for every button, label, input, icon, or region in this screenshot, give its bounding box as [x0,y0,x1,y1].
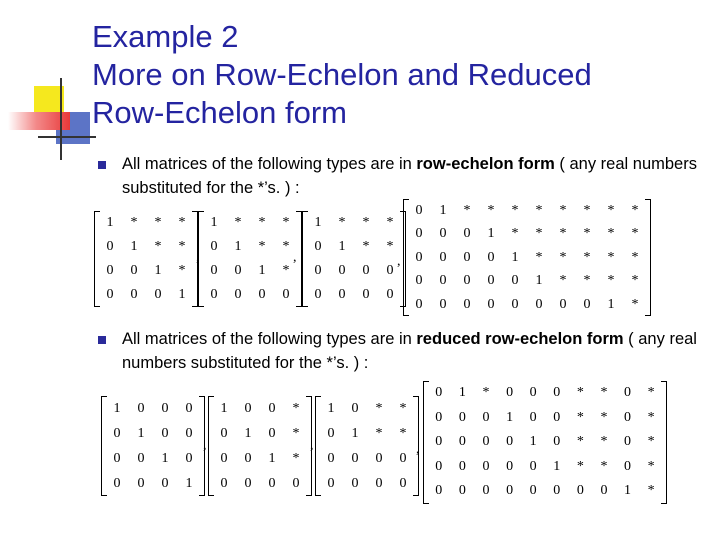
matrix-entry: 0 [559,296,567,312]
matrix-entry: 0 [161,426,169,441]
matrix-entry: 0 [362,263,370,278]
matrix-entry: 0 [506,483,514,499]
matrix-entry: * [600,434,608,450]
matrix-entry: 0 [154,287,162,302]
bullet-marker-1 [98,161,106,169]
matrix-entry: 0 [535,296,543,312]
matrix-entry: 0 [282,287,290,302]
matrix-entry: 0 [161,476,169,491]
bullet-text-reduced-row-echelon: All matrices of the following types are in reduced row-echelon form ( any real numbers substituted for the *’s. ) : [122,330,697,372]
matrix-entry: * [647,434,655,450]
matrix-entry: 0 [399,451,407,466]
matrix-entry: 0 [458,409,466,425]
matrix-entry: 0 [327,426,335,441]
matrix-entry: 0 [338,263,346,278]
matrix-entry: * [130,215,138,230]
matrix-entry: 0 [487,249,495,265]
matrix-entry: 1 [458,385,466,400]
matrix-entry: 0 [529,409,537,425]
matrix-entry: 0 [351,476,359,491]
matrix-entry: * [154,215,162,230]
matrix-entry: 0 [113,476,121,491]
matrix-entry: 1 [178,287,186,302]
matrix-entry: 0 [106,287,114,302]
matrix-entry: * [482,385,490,400]
term-reduced-row-echelon: reduced row-echelon form [416,330,624,348]
matrix-entry: * [607,226,615,242]
matrix-entry: 0 [463,226,471,242]
matrix-entry: * [386,215,394,230]
matrix-entry: 0 [106,263,114,278]
title-line-2: More on Row-Echelon and Reduced [92,57,592,92]
matrix-entry: 0 [338,287,346,302]
matrix-entry: 0 [553,385,561,400]
title-line-3: Row-Echelon form [92,95,347,130]
matrix-entry: 0 [244,451,252,466]
matrix-entry: 0 [113,451,121,466]
rref-matrix-3 [315,396,419,496]
matrix-entry: 0 [185,451,193,466]
ref-matrix-3 [302,211,406,307]
matrix-entry: 0 [600,483,608,499]
matrix-entry: 0 [435,409,443,425]
matrix-entry: * [647,483,655,499]
ref-matrix-4 [403,199,651,316]
matrix-entry: 0 [624,385,632,400]
matrix-entry: 0 [161,401,169,416]
ref-matrix-1 [94,211,198,307]
matrix-entry: 0 [439,226,447,242]
matrix-entry: 0 [210,287,218,302]
matrix-entry: * [559,203,567,218]
matrix-entry: 0 [220,476,228,491]
matrix-entry: * [631,273,639,289]
matrix-entry: 0 [529,458,537,474]
matrix-entry: 0 [553,409,561,425]
matrix-entry: 0 [506,434,514,450]
matrix-entry: 1 [439,203,447,218]
matrix-entry: 1 [338,239,346,254]
matrix-entry: 0 [435,458,443,474]
matrix-entry: 0 [482,409,490,425]
matrix-entry: 1 [327,401,335,416]
matrix-separator: , [416,442,420,457]
matrix-entry: * [362,239,370,254]
matrix-entry: 0 [399,476,407,491]
matrix-entry: * [631,226,639,242]
rref-matrix-4 [423,381,667,504]
matrix-entry: 0 [314,263,322,278]
matrix-entry: 0 [553,434,561,450]
matrix-entry: * [292,451,300,466]
matrix-entry: * [511,226,519,242]
matrix-entry: 1 [268,451,276,466]
matrix-entry: 0 [220,426,228,441]
matrix-entry: 0 [386,287,394,302]
matrix-entry: * [463,203,471,218]
matrix-entry: 1 [506,409,514,425]
matrix-entry: 0 [624,458,632,474]
ref-matrix-2 [198,211,302,307]
matrix-entry: 0 [210,239,218,254]
matrix-entry: 0 [362,287,370,302]
matrix-entry: 1 [106,215,114,230]
matrix-entry: * [631,296,639,312]
matrix-separator: , [203,438,207,453]
matrix-entry: * [631,249,639,265]
matrix-entry: 0 [463,249,471,265]
matrix-entry: 1 [137,426,145,441]
matrix-entry: 1 [220,401,228,416]
matrix-entry: 0 [185,401,193,416]
matrix-entry: 0 [351,451,359,466]
matrix-entry: 0 [185,426,193,441]
matrix-entry: * [178,239,186,254]
matrix-entry: 0 [415,273,423,289]
matrix-entry: * [487,203,495,218]
matrix-entry: 0 [511,296,519,312]
matrix-entry: 1 [535,273,543,289]
matrix-entry: * [178,263,186,278]
matrix-separator: , [293,250,297,265]
matrix-entry: 0 [375,476,383,491]
matrix-entry: 1 [185,476,193,491]
matrix-entry: * [511,203,519,218]
matrix-entry: 1 [624,483,632,499]
matrix-entry: * [258,239,266,254]
matrix-entry: 1 [529,434,537,450]
matrix-entry: 0 [487,273,495,289]
matrix-entry: 0 [234,263,242,278]
matrix-entry: * [576,409,584,425]
matrix-entry: * [154,239,162,254]
matrix-entry: 1 [511,249,519,265]
page-title [92,18,712,132]
matrix-entry: * [399,426,407,441]
matrix-entry: 0 [292,476,300,491]
matrix-entry: * [600,409,608,425]
matrix-entry: 0 [375,451,383,466]
matrix-entry: 0 [386,263,394,278]
matrix-entry: 0 [210,263,218,278]
matrix-entry: 0 [244,401,252,416]
matrix-entry: 1 [234,239,242,254]
matrix-entry: 0 [511,273,519,289]
matrix-entry: * [559,226,567,242]
matrix-entry: * [292,401,300,416]
matrix-entry: * [234,215,242,230]
matrix-entry: 0 [314,287,322,302]
matrix-entry: 0 [268,476,276,491]
matrix-entry: 0 [137,401,145,416]
matrix-entry: * [647,385,655,400]
matrix-entry: 0 [463,296,471,312]
matrix-entry: 0 [458,458,466,474]
matrix-entry: 0 [415,249,423,265]
matrix-entry: * [282,239,290,254]
matrix-entry: 1 [553,458,561,474]
matrix-entry: * [535,249,543,265]
matrix-entry: 0 [435,385,443,400]
matrix-entry: 0 [106,239,114,254]
matrix-entry: * [607,249,615,265]
matrix-entry: 0 [583,296,591,312]
matrix-entry: 0 [258,287,266,302]
matrix-entry: * [600,385,608,400]
matrix-entry: * [386,239,394,254]
matrix-entry: 0 [624,409,632,425]
matrix-entry: * [583,249,591,265]
matrix-entry: * [607,203,615,218]
bullet-text-row-echelon: All matrices of the following types are in row-echelon form ( any real numbers substituted for the *’s. ) : [122,155,697,197]
matrix-entry: 0 [435,434,443,450]
matrix-entry: 1 [487,226,495,242]
matrix-entry: * [559,273,567,289]
matrix-entry: * [282,215,290,230]
matrix-entry: 0 [463,273,471,289]
matrix-entry: 0 [234,287,242,302]
matrix-entry: 0 [130,263,138,278]
matrix-entry: 0 [435,483,443,499]
matrix-entry: * [583,273,591,289]
matrix-entry: 0 [482,483,490,499]
matrix-entry: 0 [415,226,423,242]
matrix-entry: 0 [130,287,138,302]
matrix-entry: 0 [137,476,145,491]
matrix-entry: * [362,215,370,230]
matrix-entry: 0 [137,451,145,466]
matrix-entry: * [292,426,300,441]
matrix-entry: 0 [506,458,514,474]
matrix-entry: * [338,215,346,230]
matrix-entry: * [647,458,655,474]
matrix-entry: * [583,203,591,218]
matrix-entry: * [583,226,591,242]
matrix-entry: 0 [268,426,276,441]
matrix-entry: 1 [154,263,162,278]
matrix-entry: * [535,203,543,218]
matrix-entry: 0 [327,451,335,466]
matrix-separator: , [310,438,314,453]
matrix-entry: 1 [210,215,218,230]
matrix-entry: * [576,385,584,400]
matrix-entry: 0 [268,401,276,416]
matrix-entry: 1 [258,263,266,278]
matrix-entry: 0 [220,451,228,466]
matrix-entry: 1 [244,426,252,441]
matrix-entry: 0 [529,385,537,400]
matrix-entry: * [576,434,584,450]
logo-decoration [0,0,96,165]
matrix-entry: * [258,215,266,230]
matrix-entry: * [375,401,383,416]
bullet-marker-2 [98,336,106,344]
matrix-entry: 0 [439,249,447,265]
matrix-entry: * [559,249,567,265]
matrix-entry: 0 [244,476,252,491]
matrix-entry: * [375,426,383,441]
matrix-entry: 0 [415,296,423,312]
matrix-entry: 0 [439,273,447,289]
matrix-separator: , [397,254,401,269]
matrix-entry: 1 [130,239,138,254]
matrix-entry: 0 [458,483,466,499]
matrix-entry: 0 [482,434,490,450]
matrix-entry: * [631,203,639,218]
matrix-entry: * [607,273,615,289]
matrix-entry: 1 [314,215,322,230]
matrix-entry: 0 [482,458,490,474]
matrix-entry: 0 [576,483,584,499]
title-line-1: Example 2 [92,19,239,54]
rref-matrix-2 [208,396,312,496]
matrix-entry: 0 [458,434,466,450]
matrix-entry: 0 [529,483,537,499]
matrix-entry: 0 [351,401,359,416]
matrix-entry: 1 [351,426,359,441]
matrix-entry: * [647,409,655,425]
matrix-entry: * [399,401,407,416]
matrix-entry: 1 [113,401,121,416]
matrix-entry: 0 [487,296,495,312]
matrix-entry: 0 [553,483,561,499]
term-row-echelon: row-echelon form [416,155,555,173]
matrix-entry: 0 [327,476,335,491]
matrix-entry: 0 [314,239,322,254]
matrix-entry: * [600,458,608,474]
matrix-entry: 0 [439,296,447,312]
matrix-entry: * [178,215,186,230]
matrix-entry: 0 [113,426,121,441]
matrix-entry: 0 [624,434,632,450]
matrix-entry: 1 [161,451,169,466]
matrix-entry: * [576,458,584,474]
matrix-entry: 0 [506,385,514,400]
rref-matrix-1 [101,396,205,496]
matrix-entry: 0 [415,203,423,218]
matrix-entry: 1 [607,296,615,312]
matrix-entry: * [282,263,290,278]
matrix-entry: * [535,226,543,242]
matrix-separator: , [196,250,200,265]
